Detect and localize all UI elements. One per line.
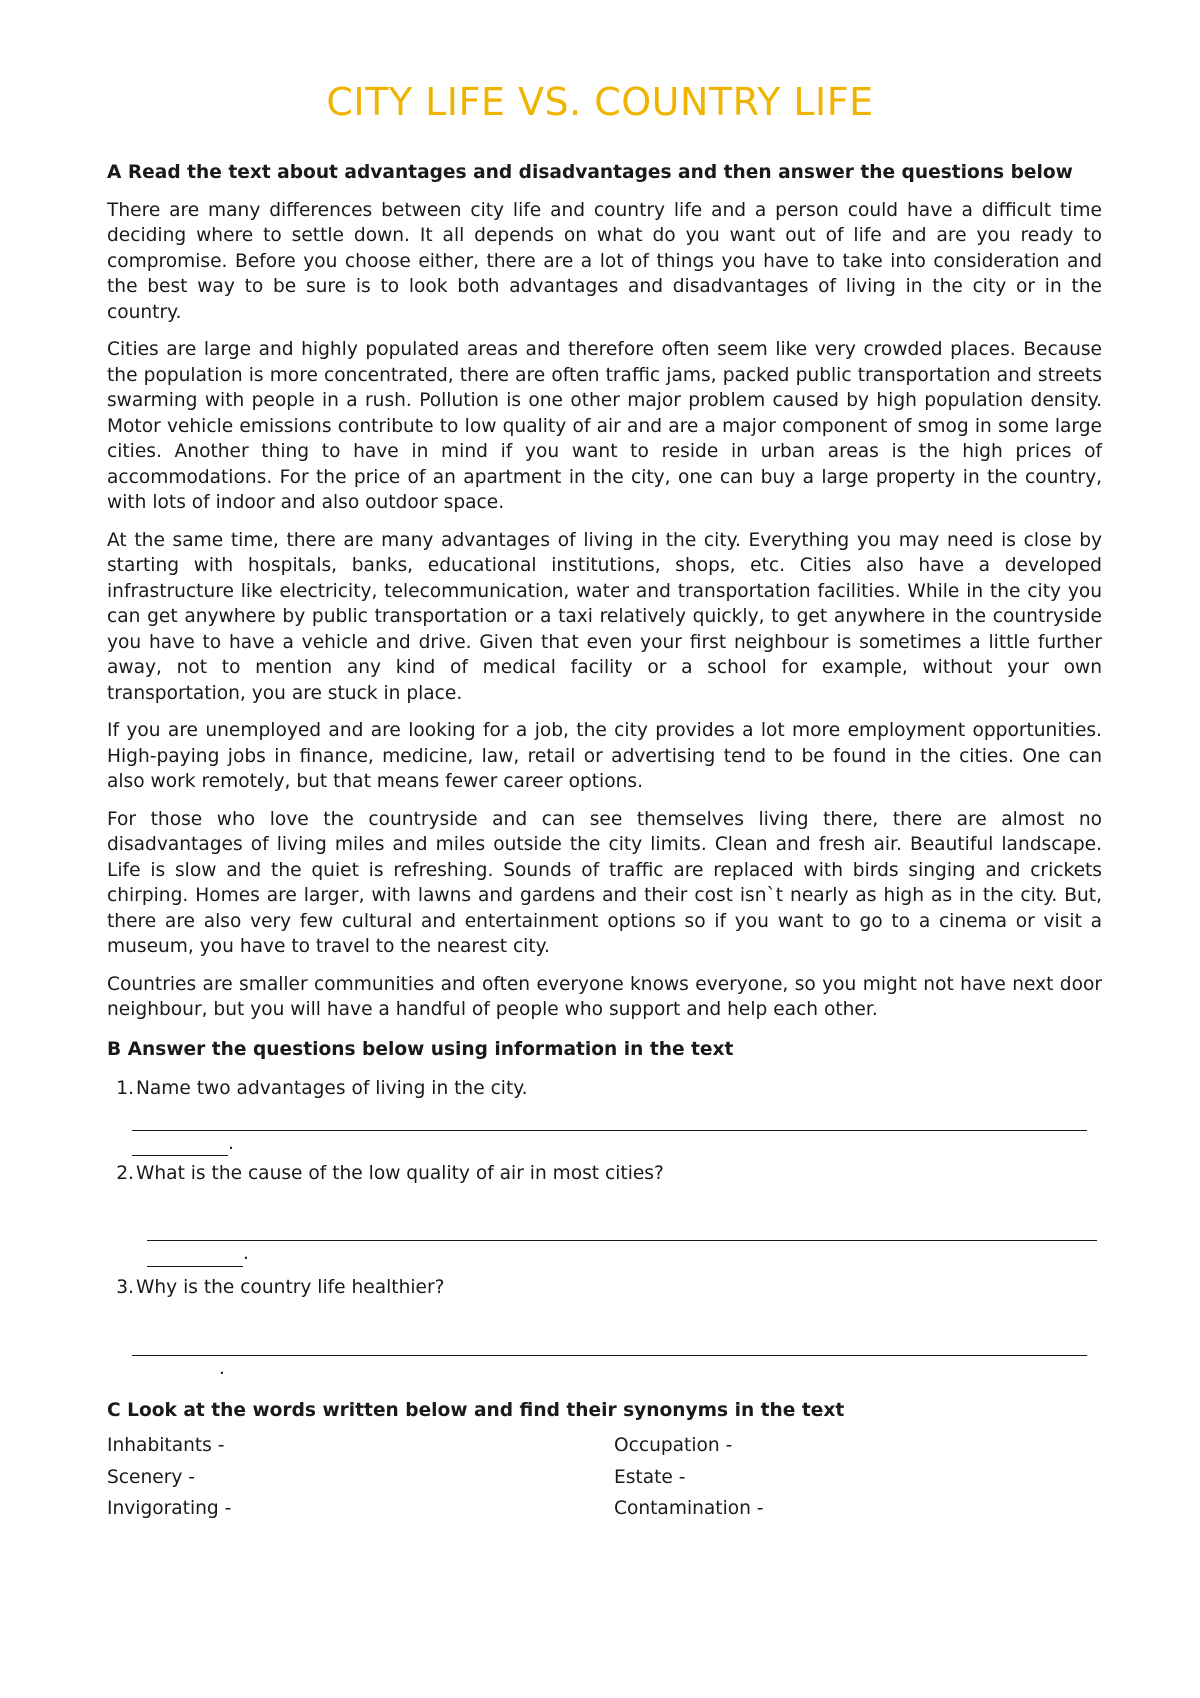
section-a-heading: A Read the text about advantages and disadvantages and then answer the questions below bbox=[107, 162, 1073, 183]
question-item bbox=[107, 1161, 1102, 1266]
paragraph-communities: Countries are smaller communities and often everyone knows everyone, so you might not have next door neighbour, but you will have a handful of people who support and help each other. bbox=[107, 973, 1102, 1020]
question-number: 3. bbox=[116, 1277, 134, 1298]
answer-line-2-tail[interactable] bbox=[147, 1241, 1102, 1265]
question-label: What is the cause of the low quality of air in most cities? bbox=[136, 1162, 664, 1184]
question-text-3 bbox=[107, 1275, 1102, 1301]
section-c-heading: C Look at the words written below and find their synonyms in the text bbox=[107, 1399, 845, 1421]
synonym-prompt: Estate - bbox=[614, 1466, 686, 1488]
question-item bbox=[107, 1275, 1102, 1384]
section-b-heading: B Answer the questions below using information in the text bbox=[107, 1038, 734, 1060]
answer-line-2[interactable] bbox=[147, 1218, 1097, 1241]
answer-line-1[interactable] bbox=[132, 1108, 1087, 1131]
question-label: Why is the country life healthier? bbox=[136, 1277, 445, 1298]
worksheet-content bbox=[107, 160, 1102, 1522]
question-text-1 bbox=[107, 1076, 1102, 1102]
answer-line-2-end bbox=[147, 1248, 243, 1267]
paragraph-employment: If you are unemployed and are looking for a job, the city provides a lot more employment opportunities. High-paying jobs in finance, medicine, law, retail or advertising tend to be found in the cities. One can also work remotely, but that means fewer career options. bbox=[107, 720, 1102, 792]
answer-line-2-period: . bbox=[243, 1243, 249, 1264]
synonym-prompt: Scenery - bbox=[107, 1466, 195, 1488]
question-list bbox=[107, 1076, 1102, 1384]
question-label: Name two advantages of living in the city. bbox=[136, 1078, 528, 1099]
answer-line-3-tail bbox=[219, 1356, 1102, 1384]
paragraph-countryside: For those who love the countryside and can see themselves living there, there are almost no disadvantages of living miles and miles outside the city limits. Clean and fresh air. Beautiful landscape. Life is slow and the quiet is refreshing. Sounds of traffic are replaced with birds singing and crickets chirping. Homes are larger, with lawns and gardens and their cost isn`t nearly as high as in the city. But, there are also very few cultural and entertainment options so if you want to go to a cinema or visit a museum, you have to travel to the nearest city. bbox=[107, 808, 1102, 957]
paragraph-intro: There are many differences between city life and country life and a person could have a difficult time deciding where to settle down. It all depends on what do you want out of life and are you ready to compromise. Before you choose either, there are a lot of things you have to take into consideration and the best way to be sure is to look both advantages and disadvantages of living in the city or in the country. bbox=[107, 199, 1102, 323]
answer-line-1-tail[interactable] bbox=[132, 1131, 1102, 1155]
synonym-prompt: Invigorating - bbox=[107, 1498, 232, 1519]
question-number: 2. bbox=[116, 1162, 134, 1184]
synonym-prompt: Occupation - bbox=[614, 1435, 733, 1456]
answer-line-3[interactable] bbox=[132, 1333, 1087, 1356]
paragraph-city-disadvantages: Cities are large and highly populated areas and therefore often seem like very crowded places. Because the population is more concentrated, there are often traffic jams, packed public transportation and streets swarming with people in a rush. Pollution is one other major problem caused by high population density. Motor vehicle emissions contribute to low quality of air and are a major component of smog in some large cities. Another thing to have in mind if you want to reside in urban areas is the high prices of accommodations. For the price of an apartment in the city, one can buy a large property in the country, with lots of indoor and also outdoor space. bbox=[107, 339, 1102, 513]
page-title: CITY LIFE VS. COUNTRY LIFE bbox=[326, 80, 874, 124]
answer-line-3-period: . bbox=[219, 1357, 225, 1379]
question-number: 1. bbox=[116, 1078, 134, 1099]
answer-line-1-period: . bbox=[228, 1132, 234, 1154]
paragraph-city-advantages: At the same time, there are many advantages of living in the city. Everything you may need is close by starting with hospitals, banks, educational institutions, shops, etc. Cities also have a developed infrastructure like electricity, telecommunication, water and transportation facilities. While in the city you can get anywhere by public transportation or a taxi relatively quickly, to get anywhere in the countryside you have to have a vehicle and drive. Given that even your first neighbour is sometimes a little further away, not to mention any kind of medical facility or a school for example, without your own transportation, you are stuck in place. bbox=[107, 529, 1102, 704]
question-item bbox=[107, 1076, 1102, 1155]
synonym-prompt: Contamination - bbox=[614, 1498, 764, 1519]
question-text-2 bbox=[107, 1161, 1102, 1187]
answer-line-1-end bbox=[132, 1137, 228, 1156]
synonym-prompt: Inhabitants - bbox=[107, 1435, 225, 1456]
synonym-grid bbox=[107, 1433, 1102, 1522]
